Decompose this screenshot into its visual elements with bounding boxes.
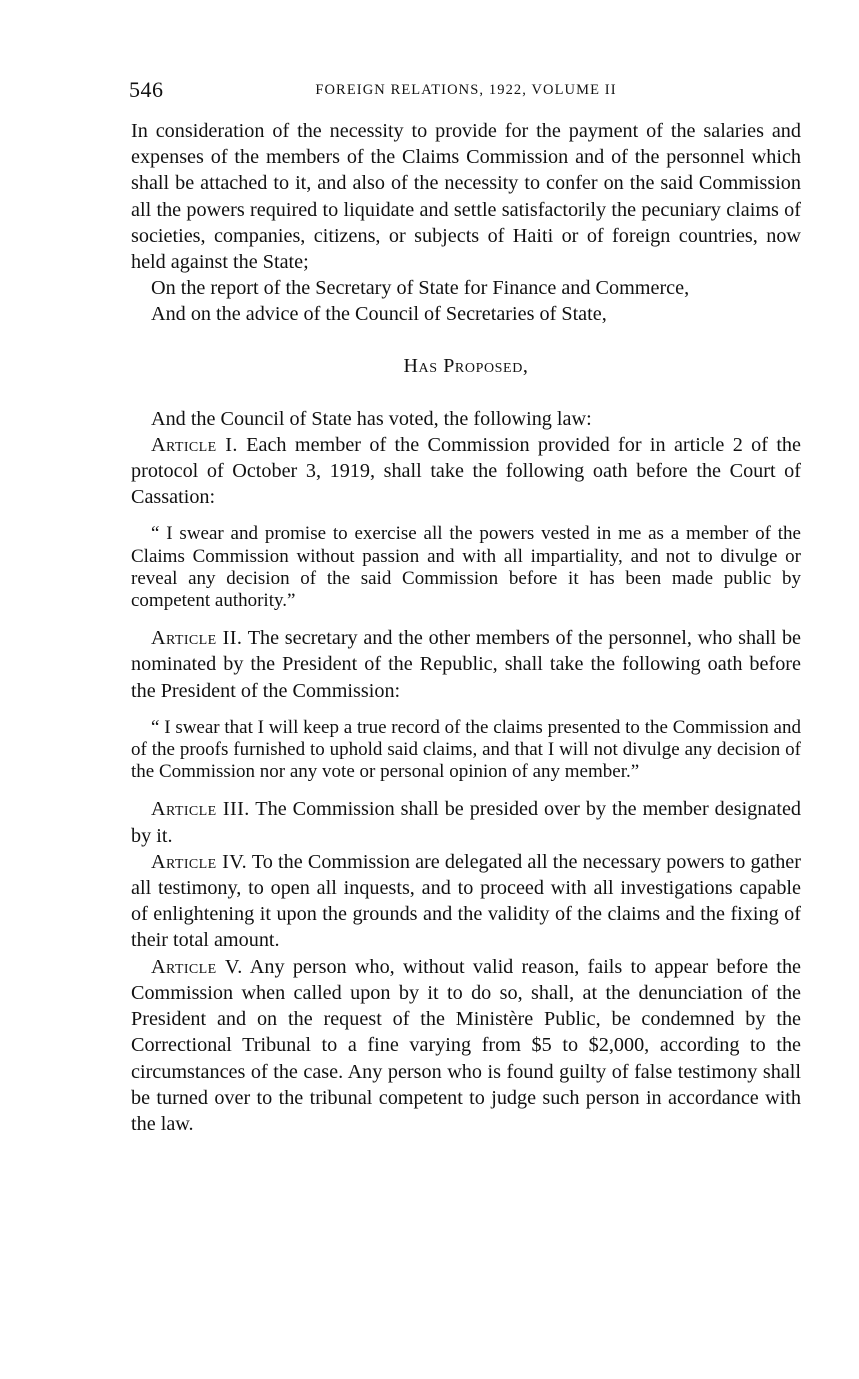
document-page [131, 76, 801, 1137]
article-1-text: Each member of the Commission provided for in article 2 of the protocol of October 3, 1919, shall take the following oath before the Court of Cassation: [131, 433, 801, 509]
article-5-label: Article V. [151, 955, 243, 978]
paragraph-advice: And on the advice of the Council of Secretaries of State, [151, 303, 607, 326]
article-5 [131, 954, 801, 1137]
article-4-label: Article IV. [151, 850, 248, 873]
running-header [131, 76, 801, 104]
article-5-text: Any person who, without valid reason, fails to appear before the Commission when called upon by it to do so, shall, at the denunciation of the President and on the request of the Ministère Public, be condemned by the Correctional Tribunal to a fine varying from $5 to $2,000, according to the circumstances of the case. Any person who is found guilty of false testimony shall be turned over to the tribunal competent to judge such person in accordance with the law. [131, 955, 801, 1135]
article-3-text: The Commission shall be presided over by the member designated by it. [131, 798, 801, 847]
paragraph-report: On the report of the Secretary of State for Finance and Commerce, [151, 277, 690, 300]
page-number: 546 [129, 77, 164, 102]
article-1 [131, 432, 801, 511]
paragraph-council-vote: And the Council of State has voted, the following law: [151, 407, 592, 430]
oath-commission-members: “ I swear and promise to exercise all the powers vested in me as a member of the Claims Commission without passion and with all impartiality, and not to divulge or reveal any decision of the said Commission before it has been made public by competent authority.” [131, 523, 801, 612]
article-4 [131, 849, 801, 954]
oath-personnel: “ I swear that I will keep a true record of the claims presented to the Commission and of the proofs furnished to uphold said claims, and that I will not divulge any decision of the Commission nor any vote or personal opinion of any member.” [131, 716, 801, 783]
article-2 [131, 625, 801, 704]
article-3 [131, 796, 801, 848]
paragraph-preamble: In consideration of the necessity to provide for the payment of the salaries and expenses of the members of the Claims Commission and of the personnel which shall be attached to it, and also of the necessity to confer on the said Commission all the powers required to liquidate and settle satisfactorily the pecuniary claims of societies, companies, citizens, or subjects of Haiti or of foreign countries, now held against the State; [131, 120, 801, 274]
article-3-label: Article III. [151, 798, 250, 821]
article-2-label: Article II. [151, 627, 243, 650]
running-title: FOREIGN RELATIONS, 1922, VOLUME II [315, 82, 617, 98]
article-2-text: The secretary and the other members of the personnel, who shall be nominated by the President of the Republic, shall take the following oath before the President of the Commission: [131, 627, 802, 702]
section-heading: Has Proposed, [403, 354, 529, 377]
article-1-label: Article I. [151, 433, 238, 456]
article-4-text: To the Commission are delegated all the necessary powers to gather all testimony, to open all inquests, and to proceed with all investigations capable of enlightening it upon the grounds and the validity of the claims and the fixing of their total amount. [131, 850, 801, 952]
